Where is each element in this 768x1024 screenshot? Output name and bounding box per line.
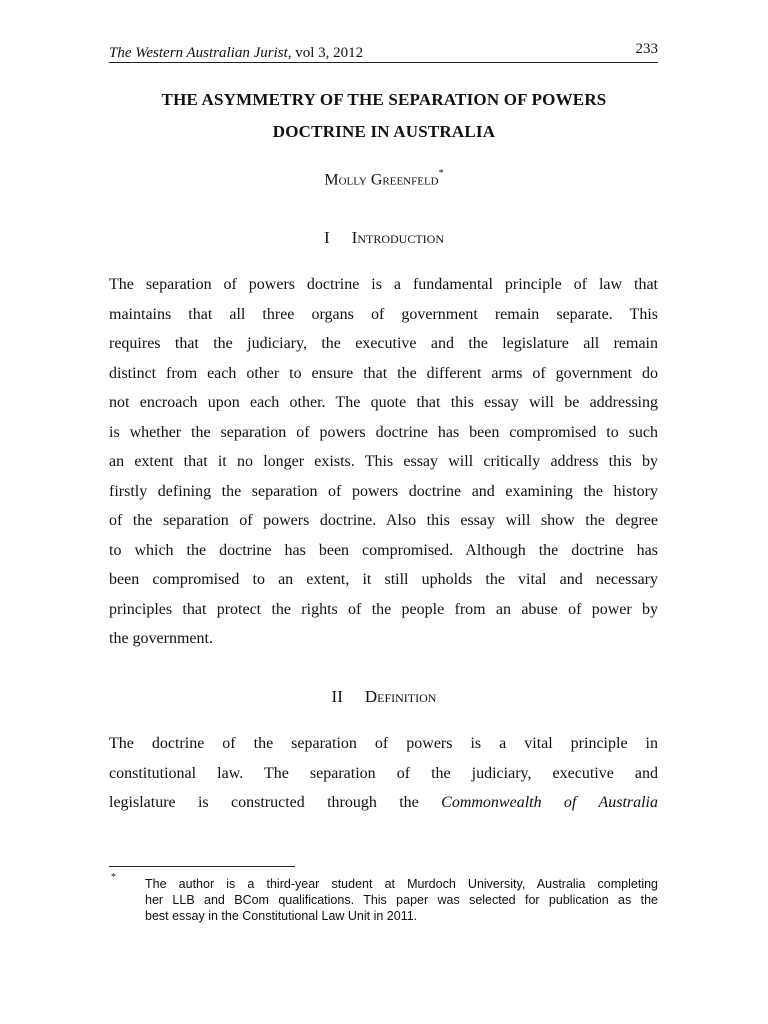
definition-paragraph [109,729,658,818]
introduction-paragraph [109,270,658,654]
section-heading-definition [80,687,688,707]
journal-citation [109,44,363,62]
section-number: II [331,687,343,706]
text-line: The doctrine of the separation of powers is a vital principle in [109,735,658,752]
text-line: of the separation of powers doctrine. Also this essay will show the degree [109,512,658,529]
text-line: constitutional law. The separation of the judiciary, executive and [109,764,658,782]
footnote-divider [109,866,295,867]
text-line: is whether the separation of powers doctrine has been compromised to such [109,423,658,441]
section-title: Introduction [351,228,444,247]
footnote-line: her LLB and BCom qualifications. This paper was selected for publication as the [145,893,658,907]
text-line: the government. [109,630,213,647]
footnote-text [145,876,658,924]
article-title-line-2: DOCTRINE IN AUSTRALIA [272,122,496,141]
text-line: requires that the judiciary, the executive and the legislature all remain [109,335,658,352]
journal-volume: , vol 3, 2012 [287,45,364,61]
text-line: maintains that all three organs of government remain separate. This [109,305,658,323]
text-line: to which the doctrine has been compromised. Although the doctrine has [109,541,658,559]
text-line: principles that protect the rights of the people from an abuse of power by [109,600,658,618]
text-line: an extent that it no longer exists. This essay will critically address this by [109,453,658,470]
footnote-line: best essay in the Constitutional Law Unit in 2011. [145,909,418,923]
footnote-line: The author is a third-year student at Murdoch University, Australia completing [145,877,658,891]
text-line: distinct from each other to ensure that the different arms of government do [109,364,658,382]
page-number: 233 [635,41,658,57]
italic-citation: Commonwealth of Australia [441,794,659,811]
text-line-with-italic [109,788,658,818]
journal-name: The Western Australian Jurist [109,45,288,61]
running-head [109,42,658,63]
author-name: Molly Greenfeld [324,171,439,189]
footnote-marker: * [111,872,116,883]
author-footnote-marker[interactable]: * [438,168,444,179]
text-line: been compromised to an extent, it still upholds the vital and necessary [109,571,658,588]
text-line: firstly defining the separation of powers doctrine and examining the history [109,482,658,500]
section-title: Definition [364,687,437,706]
text-line: not encroach upon each other. The quote that this essay will be addressing [109,394,658,411]
section-number: I [324,228,330,247]
author-byline [80,170,688,189]
section-heading-introduction [80,228,688,248]
text-line: The separation of powers doctrine is a fundamental principle of law that [109,276,658,293]
article-title-line-1: THE ASYMMETRY OF THE SEPARATION OF POWERS [161,90,607,109]
text-segment: legislature is constructed through the [109,794,419,811]
